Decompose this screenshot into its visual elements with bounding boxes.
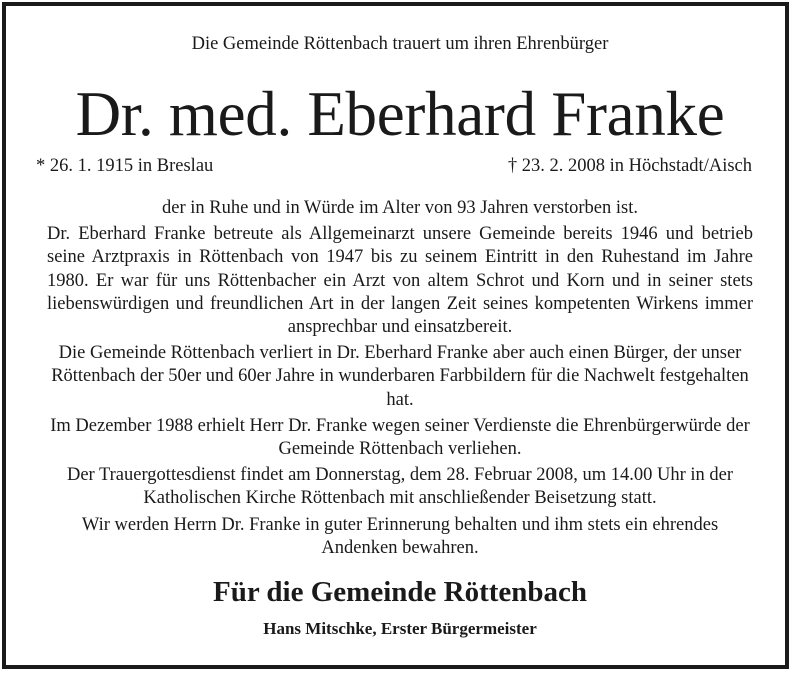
- signature-person: Hans Mitschke, Erster Bürgermeister: [263, 619, 537, 638]
- intro-line: Die Gemeinde Röttenbach trauert um ihren Ehrenbürger: [191, 34, 609, 54]
- birth-date: * 26. 1. 1915 in Breslau: [36, 156, 214, 176]
- deceased-name: Dr. med. Eberhard Franke: [75, 79, 725, 149]
- notice-body: [47, 197, 753, 563]
- body-paragraph: Im Dezember 1988 erhielt Herr Dr. Franke wegen seiner Verdienste die Ehrenbürgerwürde der Gemeinde Röttenbach verliehen.: [50, 415, 750, 460]
- body-paragraph: Die Gemeinde Röttenbach verliert in Dr. Eberhard Franke aber auch einen Bürger, der unser Röttenbach der 50er und 60er Jahre in wunderbaren Farbbildern für die Nachwelt festgehalten hat.: [51, 343, 749, 410]
- signature-organization: Für die Gemeinde Röttenbach: [212, 576, 588, 608]
- body-paragraph: Dr. Eberhard Franke betreute als Allgemeinarzt unsere Gemeinde bereits 1946 und betrieb seine Arztpraxis in Röttenbach von 1947 bis zu seinem Eintritt in den Ruhestand im Jahre 1980. Er war für uns Röttenbacher ein Arzt von altem Schrot und Korn und in seiner stets liebenswürdigen und freundlichen Art in der langen Zeit seines kompetenten Wirkens immer ansprechbar und einsatzbereit.: [47, 224, 753, 338]
- body-paragraph: Der Trauergottesdienst findet am Donnerstag, dem 28. Februar 2008, um 14.00 Uhr in der Katholischen Kirche Röttenbach mit anschließender Beisetzung statt.: [66, 465, 734, 509]
- body-paragraph: Wir werden Herrn Dr. Franke in guter Erinnerung behalten und ihm stets ein ehrendes Andenken bewahren.: [81, 514, 719, 558]
- death-date: † 23. 2. 2008 in Höchstadt/Aisch: [507, 156, 752, 176]
- body-paragraph: der in Ruhe und in Würde im Alter von 93 Jahren verstorben ist.: [162, 198, 638, 218]
